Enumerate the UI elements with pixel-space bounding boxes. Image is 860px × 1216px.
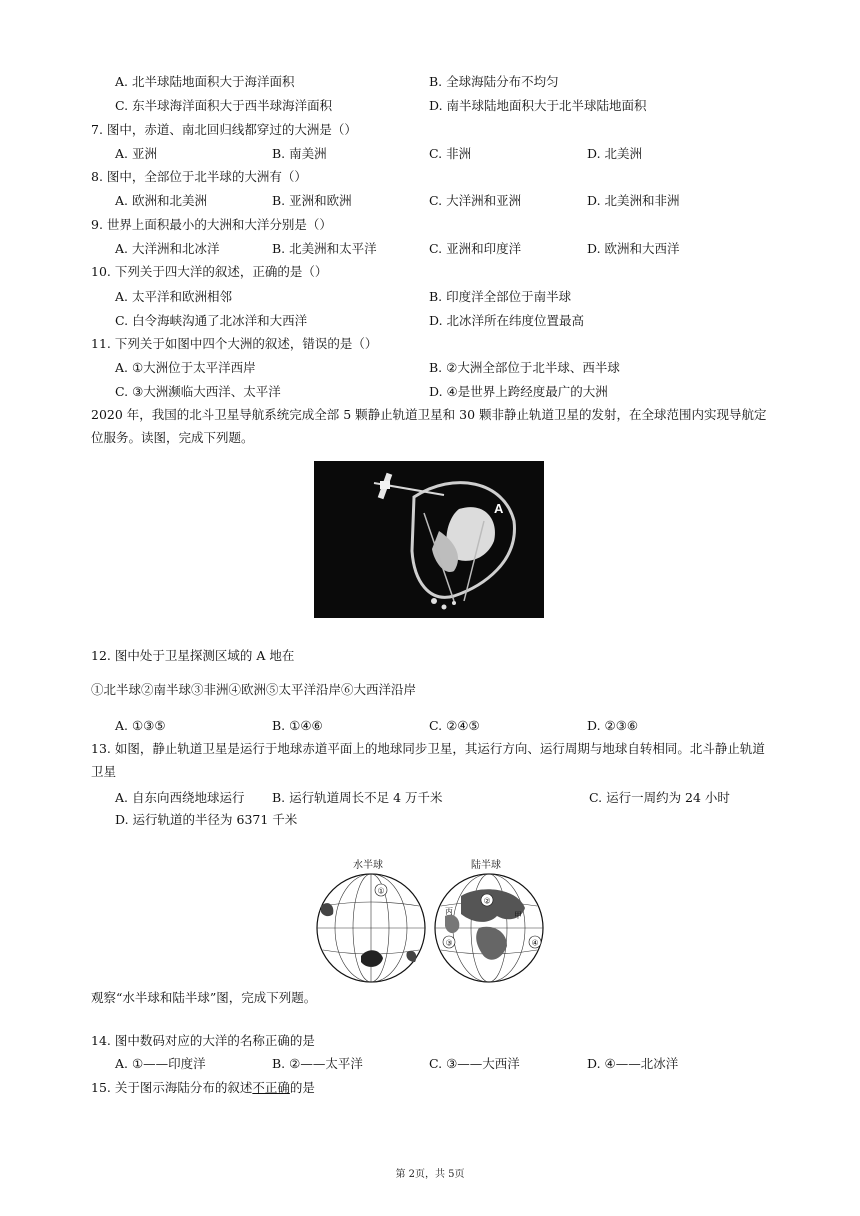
q8-option-a: A. 欧洲和北美洲 [115, 193, 207, 208]
q12-option-c: C. ②④⑤ [429, 718, 480, 733]
q6-option-a: A. 北半球陆地面积大于海洋面积 [115, 74, 295, 89]
q14-option-b: B. ②——太平洋 [272, 1056, 363, 1071]
q13-option-d: D. 运行轨道的半径为 6371 千米 [115, 812, 298, 827]
q6-option-d: D. 南半球陆地面积大于北半球陆地面积 [429, 98, 647, 113]
q9-option-d: D. 欧洲和大西洋 [587, 241, 680, 256]
q15-stem-prefix: 15. 关于图示海陆分布的叙述 [91, 1080, 253, 1095]
q7-option-c: C. 非洲 [429, 146, 472, 161]
water-hemisphere-globe [317, 874, 425, 982]
q8-option-c: C. 大洋洲和亚洲 [429, 193, 522, 208]
q9-option-b: B. 北美洲和太平洋 [272, 241, 377, 256]
q15-stem [91, 1080, 315, 1096]
q10-option-c: C. 白令海峡沟通了北冰洋和大西洋 [115, 313, 308, 328]
beidou-intro: 2020 年，我国的北斗卫星导航系统完成全部 5 颗静止轨道卫星和 30 颗非静止轨道卫星的发射，在全球范围内实现导航定位服务。读图，完成下列题。 [91, 407, 767, 445]
q9-option-a: A. 大洋洲和北冰洋 [115, 241, 220, 256]
satellite-figure-background [314, 461, 544, 618]
q8-stem: 8. 图中，全部位于北半球的大洲有（） [91, 169, 307, 184]
land-mark-bing: 丙 [445, 907, 453, 916]
q10-option-d: D. 北冰洋所在纬度位置最高 [429, 313, 585, 328]
land-mark-3: ③ [445, 938, 453, 948]
land-hemisphere-title: 陆半球 [471, 860, 501, 871]
q11-option-c: C. ③大洲濒临大西洋、太平洋 [115, 384, 281, 399]
q12-choices: ①北半球②南半球③非洲④欧洲⑤太平洋沿岸⑥大西洋沿岸 [91, 682, 417, 697]
dot-1 [431, 598, 437, 604]
q10-option-b: B. 印度洋全部位于南半球 [429, 289, 572, 304]
q15-stem-suffix: 的是 [289, 1080, 315, 1095]
land-mark-4: ④ [531, 938, 539, 948]
q7-stem: 7. 图中，赤道、南北回归线都穿过的大洲是（） [91, 122, 357, 137]
q7-option-d: D. 北美洲 [587, 146, 643, 161]
q11-stem: 11. 下列关于如图中四个大洲的叙述，错误的是（） [91, 336, 378, 351]
q14-option-d: D. ④——北冰洋 [587, 1056, 679, 1071]
hemisphere-intro: 观察“水半球和陆半球”图，完成下列题。 [91, 990, 317, 1005]
q13-option-c: C. 运行一周约为 24 小时 [589, 790, 730, 805]
land-mark-2: ② [483, 896, 491, 906]
q14-option-c: C. ③——大西洋 [429, 1056, 520, 1071]
q6-option-b: B. 全球海陆分布不均匀 [429, 74, 559, 89]
water-mark-1: ① [377, 886, 385, 896]
q14-option-a: A. ①——印度洋 [115, 1056, 206, 1071]
land-hemisphere-globe [435, 874, 543, 982]
q13-stem-text: 13. 如图，静止轨道卫星是运行于地球赤道平面上的地球同步卫星，其运行方向、运行周期与地球自转相同。北斗静止轨道卫星 [91, 741, 765, 779]
q9-stem: 9. 世界上面积最小的大洲和大洋分别是（） [91, 217, 332, 232]
q8-option-b: B. 亚洲和欧洲 [272, 193, 352, 208]
q14-stem: 14. 图中数码对应的大洋的名称正确的是 [91, 1033, 315, 1048]
q7-option-a: A. 亚洲 [115, 146, 157, 161]
dot-3 [452, 601, 456, 605]
water-hemisphere-title: 水半球 [353, 860, 383, 871]
land-mark-yi: 乙 [507, 935, 515, 944]
q9-option-c: C. 亚洲和印度洋 [429, 241, 522, 256]
satellite-figure [314, 461, 544, 618]
q12-stem: 12. 图中处于卫星探测区域的 A 地在 [91, 648, 295, 663]
q6-option-c: C. 东半球海洋面积大于西半球海洋面积 [115, 98, 333, 113]
land-mark-jia: 甲 [514, 911, 522, 920]
q13-stem [91, 737, 771, 783]
q12-option-a: A. ①③⑤ [115, 718, 166, 733]
q10-stem: 10. 下列关于四大洋的叙述，正确的是（） [91, 264, 328, 279]
q10-option-a: A. 太平洋和欧洲相邻 [115, 289, 232, 304]
page-footer: 第 2页，共 5页 [395, 1169, 465, 1180]
q13-option-a: A. 自东向西绕地球运行 [115, 790, 245, 805]
point-a-label: A [494, 501, 504, 516]
dot-2 [442, 605, 447, 610]
q12-option-d: D. ②③⑥ [587, 718, 639, 733]
q11-option-a: A. ①大洲位于太平洋西岸 [115, 360, 256, 375]
q12-option-b: B. ①④⑥ [272, 718, 323, 733]
q15-stem-underlined: 不正确 [252, 1080, 290, 1095]
hemisphere-figure [311, 856, 551, 986]
q11-option-b: B. ②大洲全部位于北半球、西半球 [429, 360, 620, 375]
q13-option-b: B. 运行轨道周长不足 4 万千米 [272, 790, 443, 805]
q7-option-b: B. 南美洲 [272, 146, 327, 161]
q8-option-d: D. 北美洲和非洲 [587, 193, 680, 208]
q11-option-d: D. ④是世界上跨经度最广的大洲 [429, 384, 608, 399]
